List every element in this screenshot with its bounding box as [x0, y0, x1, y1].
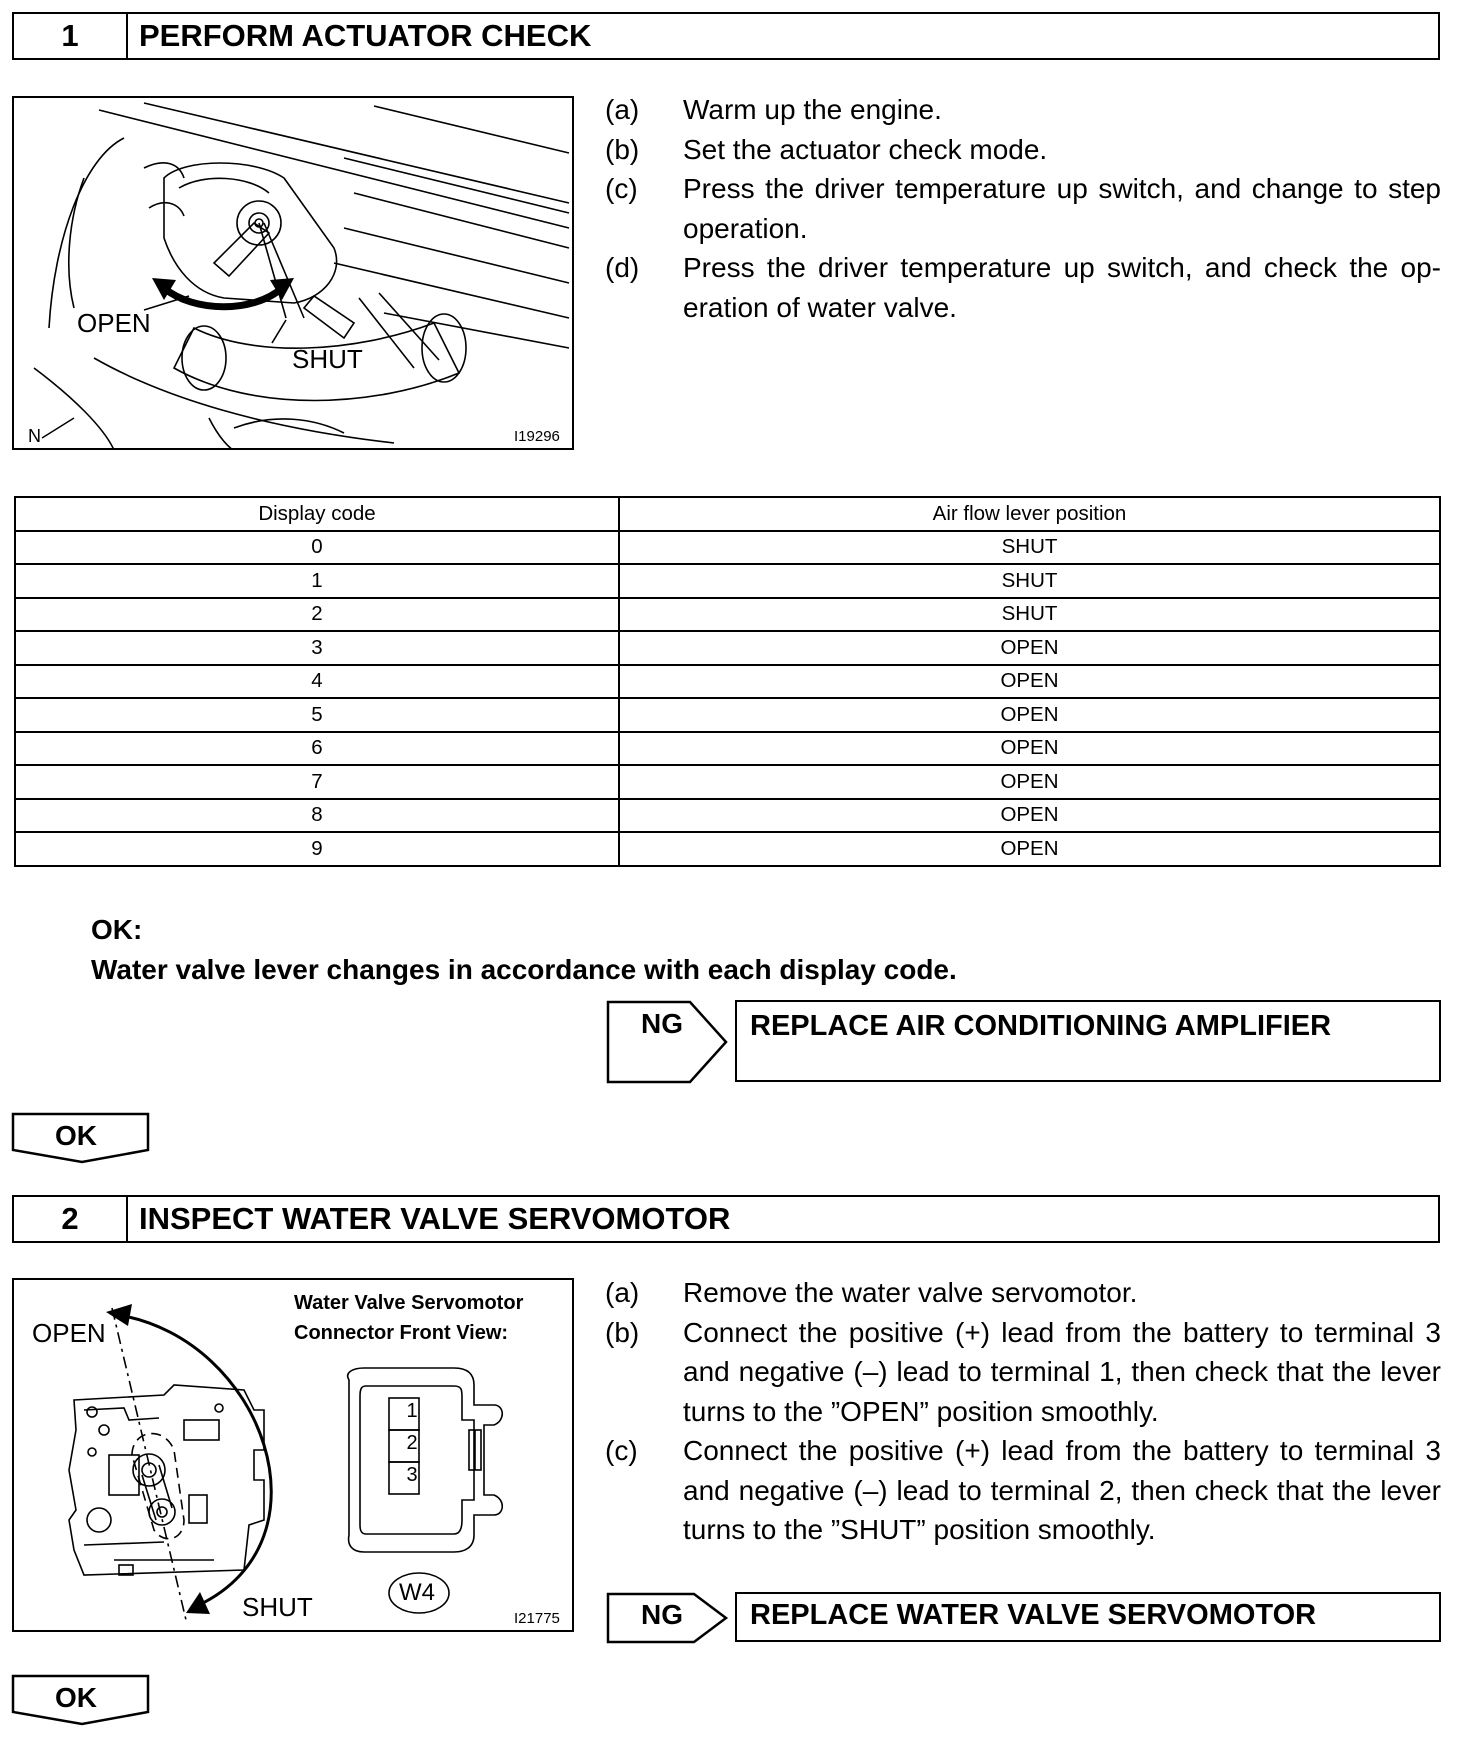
- ng-action-text: REPLACE WATER VALVE SERVOMOTOR: [750, 1599, 1317, 1631]
- figure-id: I19296: [514, 428, 560, 445]
- lever-position-cell: OPEN: [619, 698, 1440, 732]
- open-label: OPEN: [77, 308, 151, 338]
- lever-position-cell: SHUT: [619, 598, 1440, 632]
- instruction-text: Remove the water valve servomotor.: [683, 1277, 1138, 1308]
- north-label: N: [28, 426, 41, 446]
- engine-bay-drawing: [14, 98, 574, 450]
- instruction-item: [605, 1273, 1441, 1313]
- display-code-cell: 2: [15, 598, 619, 632]
- step-1-instructions: [605, 90, 1441, 327]
- servomotor-illustration: [12, 1278, 574, 1632]
- instruction-text: Warm up the engine.: [683, 94, 942, 125]
- lever-position-cell: OPEN: [619, 732, 1440, 766]
- table-row: [15, 832, 1440, 866]
- step-1-title: PERFORM ACTUATOR CHECK: [139, 18, 592, 53]
- display-code-cell: 6: [15, 732, 619, 766]
- terminal-1-label: 1: [406, 1400, 418, 1422]
- instruction-letter: (d): [605, 252, 640, 283]
- instruction-item: [605, 1313, 1441, 1432]
- lever-position-cell: OPEN: [619, 631, 1440, 665]
- instruction-letter: (b): [605, 133, 640, 165]
- connector-code: W4: [399, 1579, 435, 1606]
- instruction-text: Connect the positive (+) lead from the battery to terminal 3 and negative (–) lead to terminal 1, then check that the lever turns to the ”OPEN” position smoothly.: [683, 1316, 1441, 1427]
- display-code-cell: 5: [15, 698, 619, 732]
- instruction-item: [605, 1431, 1441, 1550]
- display-code-cell: 3: [15, 631, 619, 665]
- instruction-letter: (a): [605, 94, 640, 125]
- column-header-display-code: Display code: [15, 497, 619, 531]
- instruction-item: [605, 169, 1441, 248]
- figure-id: I21775: [514, 1610, 560, 1627]
- ok-heading: OK:: [91, 914, 143, 945]
- display-code-table: [14, 496, 1441, 867]
- instruction-text: Press the driver temperature up switch, and check the op-eration of water valve.: [683, 252, 1441, 323]
- lever-position-cell: SHUT: [619, 564, 1440, 598]
- ok-tab-label: OK: [55, 1682, 97, 1713]
- ok-criterion: Water valve lever changes in accordance with each display code.: [91, 954, 957, 985]
- step-2-instructions: [605, 1273, 1441, 1550]
- table-row: [15, 598, 1440, 632]
- caption-line-1: Water Valve Servomotor: [294, 1292, 524, 1314]
- lever-position-cell: OPEN: [619, 799, 1440, 833]
- step-2-number: 2: [14, 1197, 128, 1241]
- instruction-letter: (a): [605, 1277, 640, 1308]
- step-2-title: INSPECT WATER VALVE SERVOMOTOR: [139, 1201, 731, 1236]
- display-code-cell: 9: [15, 832, 619, 866]
- table-row: [15, 631, 1440, 665]
- instruction-letter: (b): [605, 1316, 640, 1348]
- ok-tab-label: OK: [55, 1120, 97, 1151]
- instruction-text: Press the driver temperature up switch, and change to step operation.: [683, 173, 1441, 244]
- table-row: [15, 732, 1440, 766]
- table-row: [15, 531, 1440, 565]
- lever-position-cell: SHUT: [619, 531, 1440, 565]
- table-header-row: [15, 497, 1440, 531]
- lever-position-cell: OPEN: [619, 832, 1440, 866]
- step-1-header: [12, 12, 1440, 60]
- shut-label: SHUT: [292, 344, 363, 374]
- instruction-item: [605, 90, 1441, 130]
- terminal-2-label: 2: [406, 1432, 418, 1454]
- column-header-lever-position: Air flow lever position: [619, 497, 1440, 531]
- ng-action-box: [735, 1000, 1441, 1082]
- display-code-cell: 7: [15, 765, 619, 799]
- table-row: [15, 564, 1440, 598]
- terminal-3-label: 3: [406, 1464, 418, 1486]
- instruction-text: Connect the positive (+) lead from the battery to terminal 3 and negative (–) lead to terminal 2, then check that the lever turns to the ”SHUT” position smoothly.: [683, 1435, 1441, 1545]
- table-row: [15, 765, 1440, 799]
- caption-line-2: Connector Front View:: [294, 1322, 509, 1344]
- table-row: [15, 698, 1440, 732]
- ng-action-text: REPLACE AIR CONDITIONING AMPLIFIER: [750, 1010, 1332, 1042]
- lever-position-cell: OPEN: [619, 765, 1440, 799]
- display-code-cell: 4: [15, 665, 619, 699]
- instruction-letter: (c): [605, 173, 638, 204]
- table-row: [15, 799, 1440, 833]
- table-row: [15, 665, 1440, 699]
- instruction-item: [605, 130, 1441, 170]
- ng-label: NG: [641, 1008, 683, 1039]
- ng-action-box: [735, 1592, 1441, 1642]
- instruction-letter: (c): [605, 1435, 638, 1466]
- display-code-cell: 1: [15, 564, 619, 598]
- step-1-number: 1: [14, 14, 128, 58]
- open-label: OPEN: [32, 1318, 106, 1348]
- shut-label: SHUT: [242, 1592, 313, 1622]
- display-code-cell: 0: [15, 531, 619, 565]
- step-2-header: [12, 1195, 1440, 1243]
- instruction-item: [605, 248, 1441, 327]
- instruction-text: Set the actuator check mode.: [683, 133, 1048, 165]
- display-code-cell: 8: [15, 799, 619, 833]
- actuator-check-illustration: [12, 96, 574, 450]
- ng-label: NG: [641, 1599, 683, 1630]
- lever-position-cell: OPEN: [619, 665, 1440, 699]
